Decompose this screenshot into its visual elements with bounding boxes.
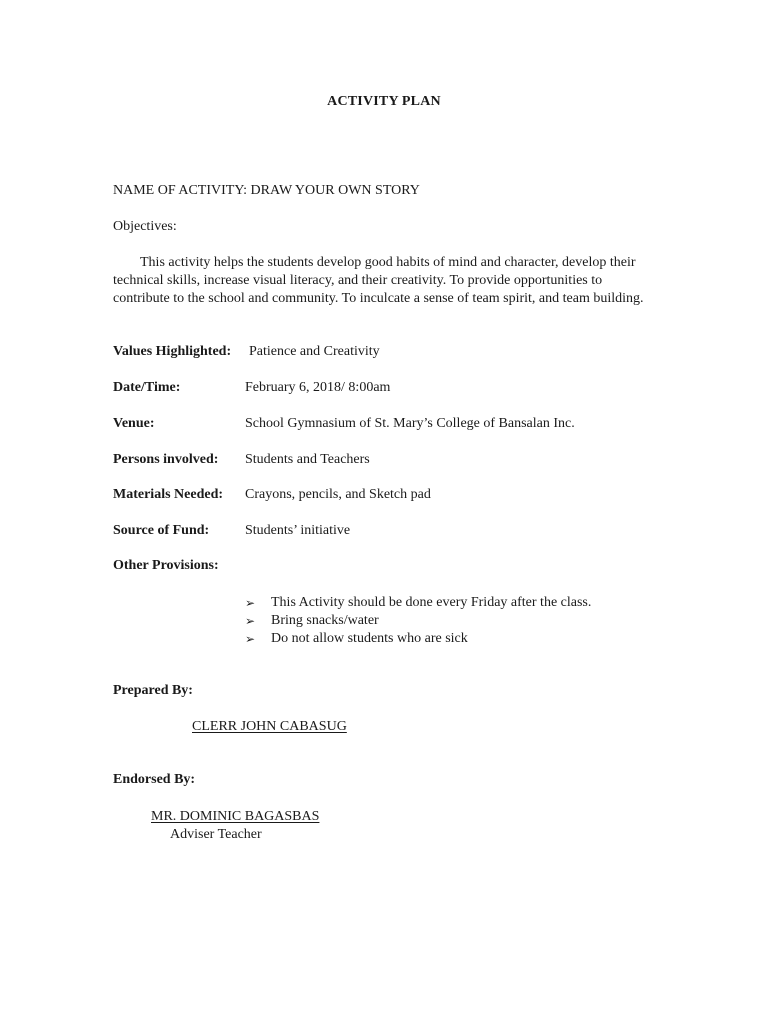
datetime-label: Date/Time: [113, 380, 181, 395]
list-item [245, 594, 591, 612]
fund-label: Source of Fund: [113, 523, 210, 538]
document-title: ACTIVITY PLAN [327, 94, 441, 109]
persons-label: Persons involved: [113, 452, 219, 467]
provision-text: Do not allow students who are sick [271, 631, 468, 646]
provisions-label: Other Provisions: [113, 558, 219, 573]
activity-name: NAME OF ACTIVITY: DRAW YOUR OWN STORY [113, 183, 420, 198]
objectives-label: Objectives: [113, 219, 177, 234]
venue-value: School Gymnasium of St. Mary’s College of Bansalan Inc. [245, 416, 575, 431]
materials-value: Crayons, pencils, and Sketch pad [245, 487, 431, 502]
list-item [245, 612, 591, 630]
arrow-bullet-icon: ➢ [245, 632, 256, 646]
datetime-value: February 6, 2018/ 8:00am [245, 380, 391, 395]
arrow-bullet-icon: ➢ [245, 596, 256, 610]
provision-text: Bring snacks/water [271, 613, 379, 628]
values-value: Patience and Creativity [249, 344, 380, 359]
endorsed-by-role: Adviser Teacher [170, 827, 262, 842]
prepared-by-name: CLERR JOHN CABASUG [192, 719, 347, 734]
fund-value: Students’ initiative [245, 523, 351, 538]
arrow-bullet-icon: ➢ [245, 614, 256, 628]
values-label: Values Highlighted: [113, 344, 232, 359]
objectives-paragraph: This activity helps the students develop good habits of mind and character, develop their technical skills, increase visual literacy, and their creativity. To provide opportunities to contribute to the school and community. To inculcate a sense of team spirit, and team building. [113, 255, 644, 307]
endorsed-by-name: MR. DOMINIC BAGASBAS [151, 809, 320, 824]
list-item [245, 630, 591, 648]
prepared-by-label: Prepared By: [113, 683, 193, 698]
persons-value: Students and Teachers [245, 452, 370, 467]
endorsed-by-label: Endorsed By: [113, 772, 196, 787]
provision-text: This Activity should be done every Friday after the class. [271, 595, 592, 610]
materials-label: Materials Needed: [113, 487, 224, 502]
venue-label: Venue: [113, 416, 155, 431]
provisions-list [245, 594, 591, 648]
